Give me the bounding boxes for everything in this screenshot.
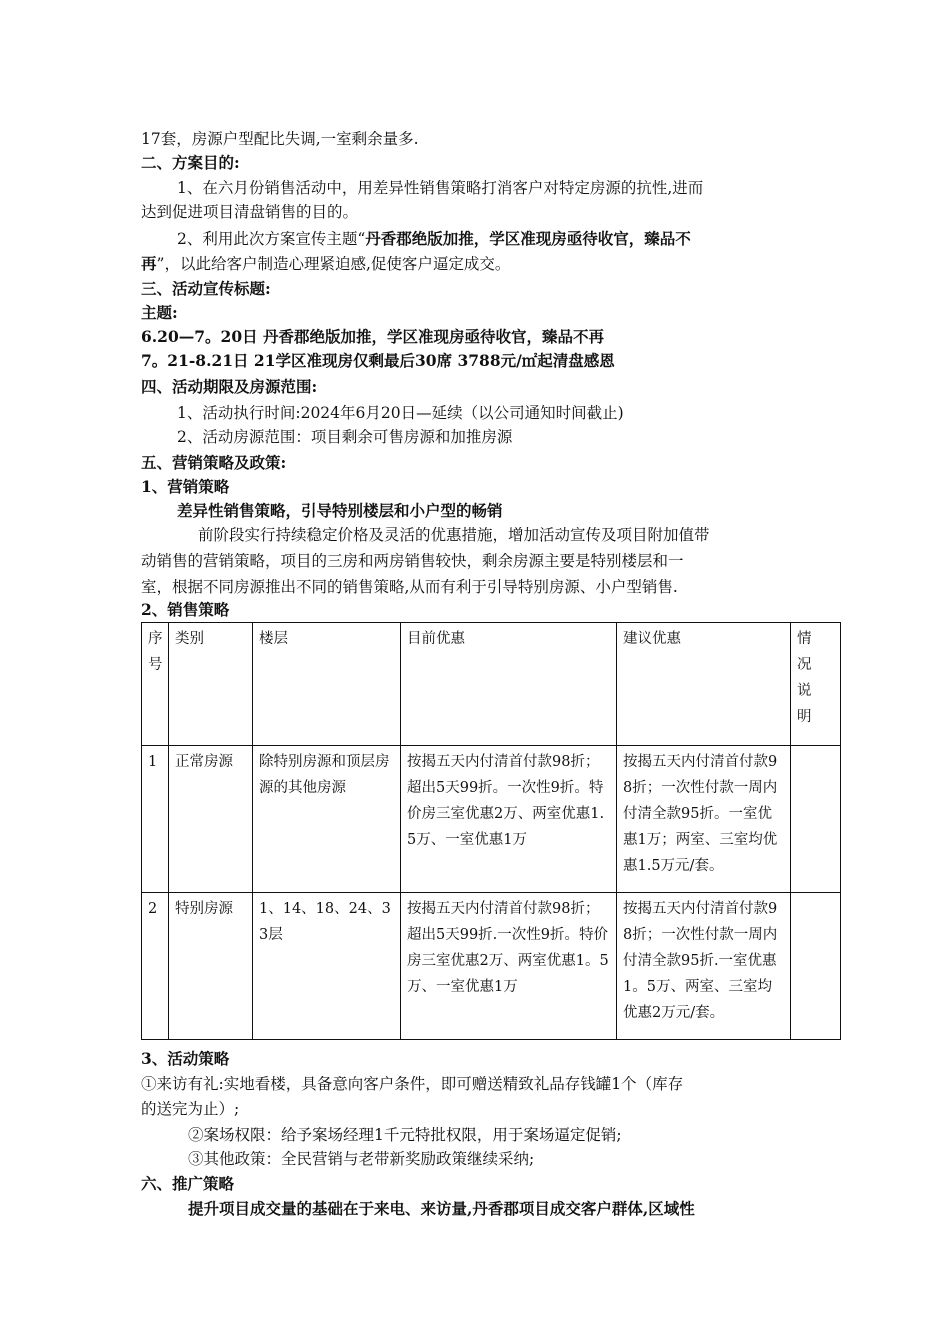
table-header-cell: 目前优惠 [401, 623, 617, 746]
text-line: ①来访有礼:实地看楼，具备意向客户条件，即可赠送精致礼品存钱罐1个（库存 [141, 1075, 684, 1093]
section-heading-2: 二、方案目的: [141, 153, 240, 172]
table-header-cell: 情况说明 [791, 623, 841, 746]
table-cell [791, 893, 841, 1040]
text-line: 室，根据不同房源推出不同的销售策略,从而有利于引导特别房源、小户型销售. [141, 578, 678, 596]
theme-emphasis: 丹香郡绝版加推，学区准现房亟待收官，臻品不 [365, 229, 691, 248]
table-cell [791, 746, 841, 893]
table-row [142, 746, 841, 893]
text-line: 的送完为止）; [141, 1100, 240, 1118]
text-span: ”，以此给客户制造心理紧迫感,促使客户逼定成交。 [156, 255, 511, 273]
table-cell: 1、14、18、24、33层 [253, 893, 401, 1040]
text-line: 提升项目成交量的基础在于来电、来访量,丹香郡项目成交客户群体,区域性 [188, 1199, 695, 1218]
section-heading-5: 五、营销策略及政策: [141, 453, 287, 472]
table-header-cell: 类别 [169, 623, 253, 746]
text-line: 1、在六月份销售活动中，用差异性销售策略打消客户对特定房源的抗性,进而 [177, 179, 704, 197]
table-header-row [142, 623, 841, 746]
table-cell: 按揭五天内付清首付款98折；一次性付款一周内付清全款95折。一室优惠1万；两室、三室均优惠1.5万元/套。 [617, 746, 791, 893]
table-cell: 特别房源 [169, 893, 253, 1040]
subheading: 3、活动策略 [141, 1049, 230, 1068]
section-heading-6: 六、推广策略 [141, 1174, 235, 1193]
table-cell: 正常房源 [169, 746, 253, 893]
theme-emphasis: 再 [141, 254, 157, 273]
table-header-cell: 建议优惠 [617, 623, 791, 746]
table-cell: 按揭五天内付清首付款98折；超出5天99折。一次性9折。特价房三室优惠2万、两室优惠1.5万、一室优惠1万 [401, 746, 617, 893]
table-row [142, 893, 841, 1040]
theme-line-2: 7。21-8.21日 21学区准现房仅剩最后30席 3788元/㎡起清盘感恩 [141, 351, 615, 370]
sales-strategy-table [141, 622, 841, 1040]
text-span: 2、利用此次方案宣传主题“ [177, 230, 366, 248]
strategy-title: 差异性销售策略，引导特别楼层和小户型的畅销 [177, 501, 503, 520]
text-line: ②案场权限：给予案场经理1千元特批权限，用于案场逼定促销; [188, 1126, 622, 1144]
table-header-cell: 序号 [142, 623, 169, 746]
text-line: 前阶段实行持续稳定价格及灵活的优惠措施，增加活动宣传及项目附加值带 [198, 526, 710, 544]
text-line: 动销售的营销策略，项目的三房和两房销售较快，剩余房源主要是特别楼层和一 [141, 552, 684, 570]
text-line: 1、活动执行时间:2024年6月20日—延续（以公司通知时间截止) [177, 404, 624, 422]
text-line [177, 227, 877, 251]
theme-line-1: 6.20—7。20日 丹香郡绝版加推，学区准现房亟待收官，臻品不再 [141, 327, 605, 346]
table-cell: 按揭五天内付清首付款98折；超出5天99折.一次性9折。特价房三室优惠2万、两室优惠1。5万、一室优惠1万 [401, 893, 617, 1040]
table-cell: 除特别房源和顶层房源的其他房源 [253, 746, 401, 893]
subheading: 1、营销策略 [141, 477, 230, 496]
table-header-cell: 楼层 [253, 623, 401, 746]
text-line: 达到促进项目清盘销售的目的。 [141, 203, 359, 221]
text-line: 2、活动房源范围：项目剩余可售房源和加推房源 [177, 428, 513, 446]
theme-label: 主题: [141, 303, 178, 322]
subheading: 2、销售策略 [141, 600, 230, 619]
text-line: ③其他政策：全民营销与老带新奖励政策继续采纳; [188, 1150, 535, 1168]
table-cell: 1 [142, 746, 169, 893]
text-line: 17套，房源户型配比失调,一室剩余量多. [141, 130, 419, 148]
text-line [141, 252, 841, 276]
table-cell: 按揭五天内付清首付款98折；一次性付款一周内付清全款95折.一室优惠1。5万、两室、三室均优惠2万元/套。 [617, 893, 791, 1040]
section-heading-4: 四、活动期限及房源范围: [141, 377, 318, 396]
table-cell: 2 [142, 893, 169, 1040]
section-heading-3: 三、活动宣传标题: [141, 279, 271, 298]
